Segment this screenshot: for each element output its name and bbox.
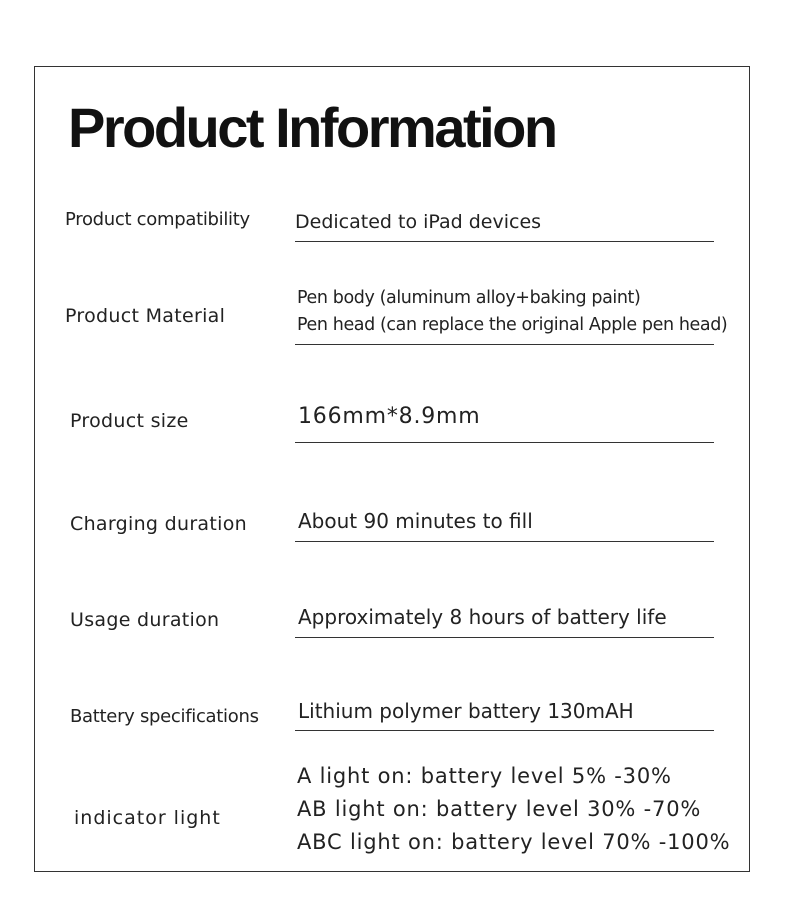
value-product-size bbox=[295, 402, 714, 443]
value-line: A light on: battery level 5% -30% bbox=[297, 764, 672, 788]
value-battery-specifications bbox=[295, 697, 714, 731]
value-product-material bbox=[295, 285, 728, 345]
value-line: 166mm*8.9mm bbox=[298, 404, 481, 429]
info-card-border bbox=[34, 66, 750, 872]
value-product-compatibility bbox=[295, 207, 714, 242]
page-title: Product Information bbox=[68, 96, 556, 159]
label-product-size: Product size bbox=[70, 410, 189, 432]
value-line: AB light on: battery level 30% -70% bbox=[297, 797, 702, 821]
value-line: Lithium polymer battery 130mAH bbox=[298, 699, 634, 723]
value-line: Dedicated to iPad devices bbox=[295, 211, 542, 233]
value-line: Pen body (aluminum alloy+baking paint) bbox=[297, 288, 641, 308]
value-indicator-light bbox=[297, 760, 730, 859]
label-product-compatibility: Product compatibility bbox=[65, 209, 250, 230]
value-usage-duration bbox=[295, 603, 714, 638]
value-charging-duration bbox=[295, 507, 714, 542]
label-usage-duration: Usage duration bbox=[70, 609, 220, 631]
label-product-material: Product Material bbox=[65, 305, 226, 327]
value-line: ABC light on: battery level 70% -100% bbox=[297, 830, 731, 854]
value-line: About 90 minutes to fill bbox=[298, 509, 533, 533]
label-charging-duration: Charging duration bbox=[70, 513, 247, 535]
label-indicator-light: indicator light bbox=[74, 807, 221, 829]
value-line: Approximately 8 hours of battery life bbox=[298, 605, 667, 629]
label-battery-specifications: Battery specifications bbox=[70, 706, 259, 727]
value-line: Pen head (can replace the original Apple pen head) bbox=[297, 315, 728, 335]
